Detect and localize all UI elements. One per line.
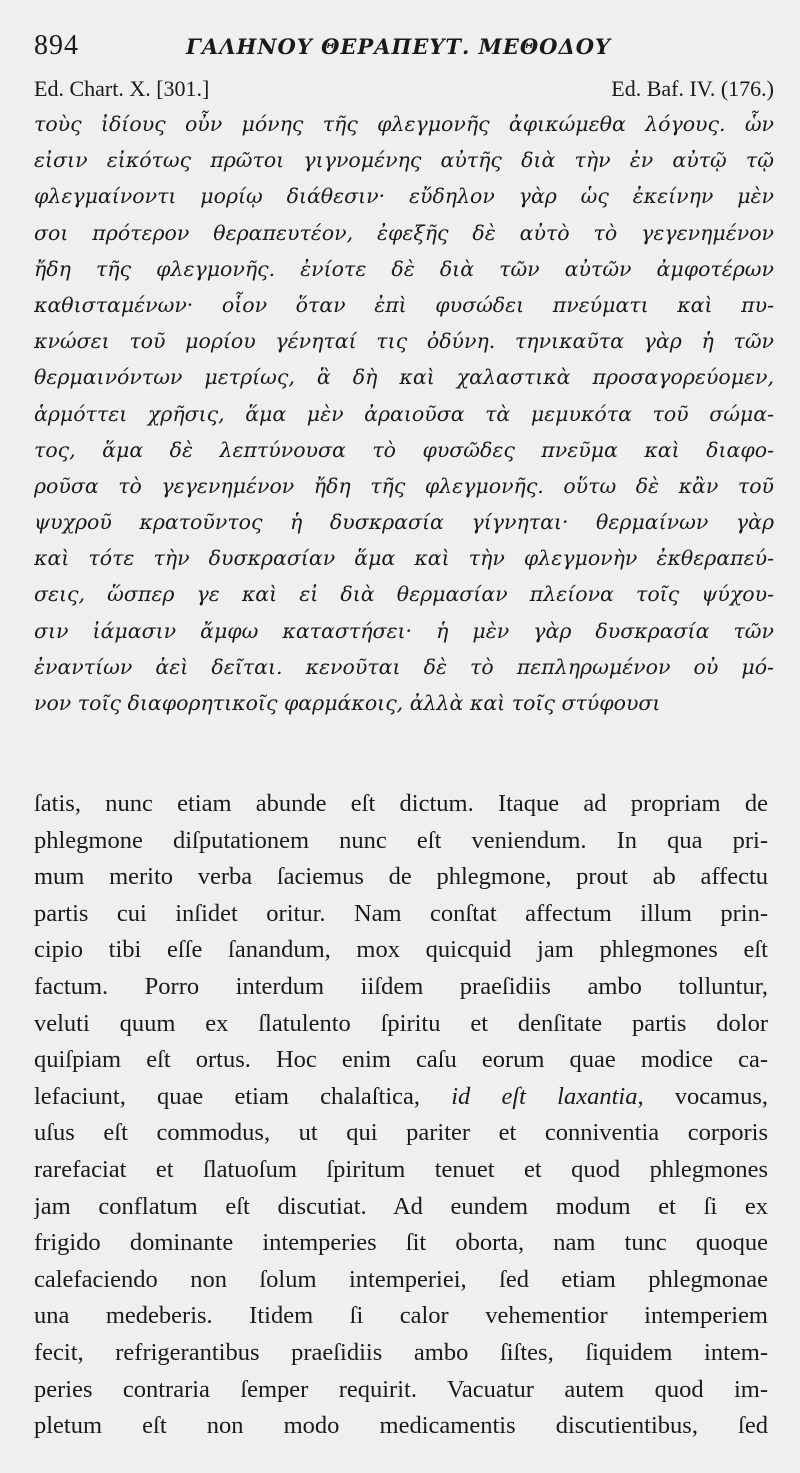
greek-line: ἁρμόττει χρῆσις, ἅμα μὲν ἀραιοῦσα τὰ μεμυκότα τοῦ σώμα-	[34, 401, 774, 426]
greek-line: ροῦσα τὸ γεγενημένον ἤδη τῆς φλεγμονῆς. οὕτω δὲ κἂν τοῦ	[34, 473, 774, 498]
page-number: 894	[34, 30, 79, 61]
greek-line: ἤδη τῆς φλεγμονῆς. ἐνίοτε δὲ διὰ τῶν αὐτῶν ἀμφοτέρων	[34, 256, 774, 281]
latin-line: frigido dominante intemperies ſit oborta, nam tunc quoque	[34, 1229, 768, 1257]
latin-line: rarefaciat et ſlatuoſum ſpiritum tenuet et quod phlegmones	[34, 1155, 768, 1183]
latin-line: peries contraria ſemper requirit. Vacuatur autem quod im-	[34, 1375, 768, 1403]
latin-line: cipio tibi eſſe ſanandum, mox quicquid jam phlegmones eſt	[34, 936, 768, 964]
latin-line: factum. Porro interdum iiſdem praeſidiis ambo tolluntur,	[34, 972, 768, 1000]
edition-reference-line	[34, 76, 774, 106]
latin-line: phlegmone diſputationem nunc eſt veniendum. In qua pri-	[34, 826, 768, 854]
greek-line: ἐναντίων ἀεὶ δεῖται. κενοῦται δὲ τὸ πεπληρωμένον οὐ μό-	[34, 654, 774, 679]
greek-line: τος, ἅμα δὲ λεπτύνουσα τὸ φυσῶδες πνεῦμα καὶ διαφο-	[34, 437, 774, 462]
edition-chartier: Ed. Chart. X. [301.]	[34, 76, 210, 101]
latin-line-with-italic	[34, 1079, 768, 1116]
greek-line: σοι πρότερον θεραπευτέον, ἐφεξῆς δὲ αὐτὸ τὸ γεγενημένον	[34, 220, 774, 245]
latin-line: calefaciendo non ſolum intemperiei, ſed etiam phlegmonae	[34, 1265, 768, 1293]
latin-line: una medeberis. Itidem ſi calor vehementior intemperiem	[34, 1302, 768, 1330]
greek-line: σεις, ὥσπερ γε καὶ εἰ διὰ θερμασίαν πλείονα τοῖς ψύχου-	[34, 582, 774, 607]
greek-line: ψυχροῦ κρατοῦντος ἡ δυσκρασία γίγνηται· θερμαίνων γὰρ	[34, 510, 774, 535]
latin-line: partis cui inſidet oritur. Nam conſtat affectum illum prin-	[34, 899, 768, 927]
greek-line: καθισταμένων· οἷον ὅταν ἐπὶ φυσώδει πνεύματι καὶ πυ-	[34, 292, 774, 317]
italic-gloss: id eſt laxantia	[451, 1082, 638, 1110]
greek-line: φλεγμαίνοντι μορίῳ διάθεσιν· εὔδηλον γὰρ ὡς ἐκείνην μὲν	[34, 184, 774, 209]
greek-line: θερμαινόντων μετρίως, ἃ δὴ καὶ χαλαστικὰ προσαγορεύομεν,	[34, 365, 774, 390]
edition-basel: Ed. Baf. IV. (176.)	[611, 76, 774, 101]
latin-line: pletum eſt non modo medicamentis discutientibus, ſed	[34, 1412, 768, 1440]
latin-line: veluti quum ex ſlatulento ſpiritu et denſitate partis dolor	[34, 1009, 768, 1037]
greek-line: νον τοῖς διαφορητικοῖς φαρμάκοις, ἀλλὰ καὶ τοῖς στύφουσι	[34, 691, 661, 715]
running-title: ΓΑΛΗΝΟΥ ΘΕΡΑΠΕΥΤ. ΜΕΘΟΔΟΥ	[186, 34, 612, 59]
latin-text-block	[34, 786, 768, 1445]
greek-line: καὶ τότε τὴν δυσκρασίαν ἅμα καὶ τὴν φλεγμονὴν ἐκθεραπεύ-	[34, 546, 774, 571]
latin-line: ſatis, nunc etiam abunde eſt dictum. Itaque ad propriam de	[34, 790, 768, 817]
greek-line: τοὺς ἰδίους οὖν μόνης τῆς φλεγμονῆς ἀφικώμεθα λόγους. ὧν	[34, 112, 774, 136]
greek-line: κνώσει τοῦ μορίου γένηταί τις ὀδύνη. τηνικαῦτα γὰρ ἡ τῶν	[34, 329, 774, 354]
greek-line: σιν ἰάμασιν ἄμφω καταστήσει· ἡ μὲν γὰρ δυσκρασία τῶν	[34, 618, 774, 643]
greek-text-block	[34, 106, 774, 721]
latin-line-end: , vocamus,	[637, 1082, 768, 1110]
running-head	[34, 28, 774, 68]
latin-line: jam conflatum eſt discutiat. Ad eundem modum et ſi ex	[34, 1192, 768, 1220]
latin-line: uſus eſt commodus, ut qui pariter et conniventia corporis	[34, 1119, 768, 1147]
latin-line: fecit, refrigerantibus praeſidiis ambo ſiſtes, ſiquidem intem-	[34, 1338, 768, 1366]
latin-line-start: lefaciunt, quae etiam chalaſtica,	[34, 1082, 452, 1110]
latin-line: quiſpiam eſt ortus. Hoc enim caſu eorum quae modice ca-	[34, 1046, 768, 1074]
greek-line: εἰσιν εἰκότως πρῶτοι γιγνομένης αὐτῆς διὰ τὴν ἐν αὐτῷ τῷ	[34, 148, 774, 173]
latin-line: mum merito verba ſaciemus de phlegmone, prout ab affectu	[34, 863, 768, 891]
